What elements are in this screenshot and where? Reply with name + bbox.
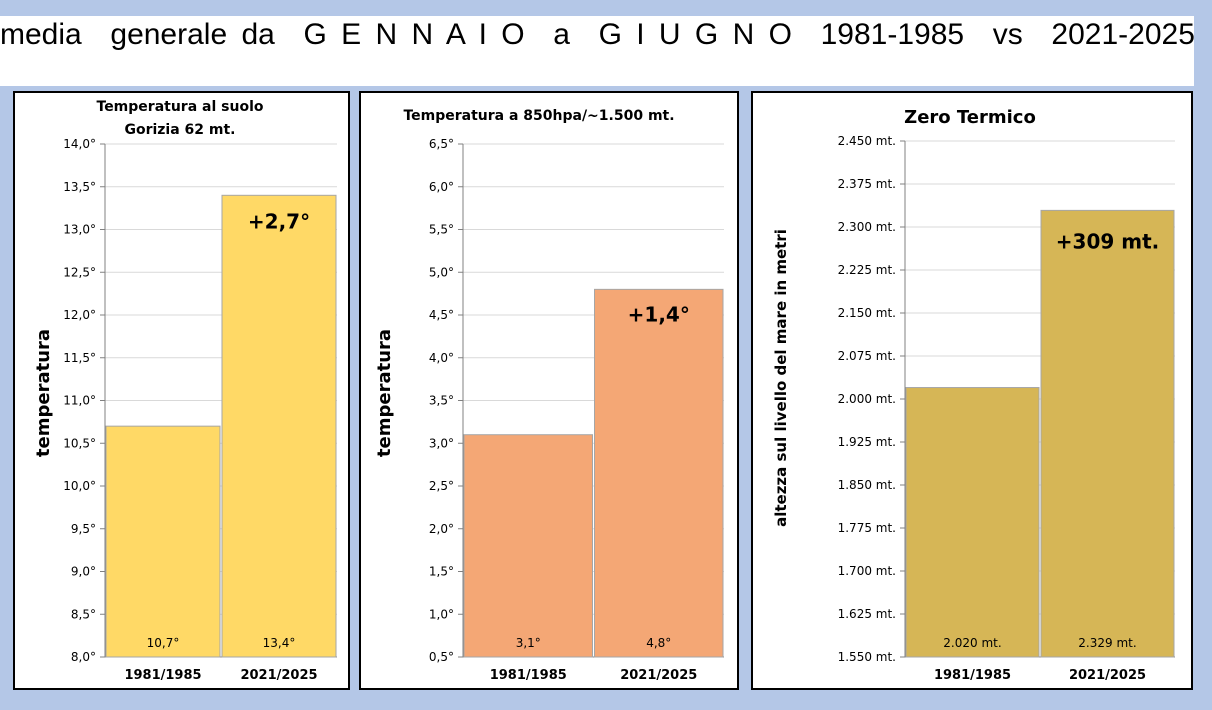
y-tick-label: 4,0°	[428, 350, 454, 365]
bar-value-label: 2.329 mt.	[1078, 636, 1137, 650]
y-tick-label: 13,0°	[63, 222, 96, 237]
y-tick-label: 12,5°	[63, 265, 96, 280]
bar-value-label: 3,1°	[515, 636, 541, 650]
bar-value-label: 13,4°	[262, 636, 296, 650]
y-tick-label: 9,0°	[70, 564, 96, 579]
bar-2021/2025	[1041, 210, 1174, 657]
x-tick-label: 2021/2025	[620, 668, 698, 683]
y-tick-label: 5,5°	[428, 222, 454, 237]
y-tick-label: 2.000 mt.	[837, 392, 896, 406]
y-tick-label: 2.225 mt.	[837, 263, 896, 277]
x-tick-label: 2021/2025	[1068, 668, 1147, 683]
y-tick-label: 1.625 mt.	[837, 607, 896, 621]
y-tick-label: 1.550 mt.	[837, 650, 896, 664]
y-tick-label: 2,5°	[428, 479, 454, 493]
chart-freezing-level	[753, 93, 1191, 688]
chart-panel-freezing-level	[751, 91, 1193, 690]
y-tick-label: 2.450 mt.	[837, 134, 896, 148]
chart-title: Temperatura a 850hpa/~1.500 mt.	[403, 108, 675, 124]
y-tick-label: 1.700 mt.	[837, 564, 896, 578]
y-tick-label: 10,5°	[63, 436, 96, 451]
y-axis-label: temperatura	[33, 328, 54, 458]
chart-panel-ground-temperature	[13, 91, 350, 690]
y-tick-label: 6,5°	[428, 137, 454, 151]
x-tick-label: 1981/1985	[933, 668, 1012, 683]
bar-1981/1985	[906, 388, 1039, 657]
chart-panel-850hpa-temperature	[359, 91, 739, 690]
y-tick-label: 1.925 mt.	[837, 435, 896, 449]
y-tick-label: 1.850 mt.	[837, 478, 896, 492]
y-tick-label: 2.375 mt.	[837, 177, 896, 191]
y-tick-label: 1,5°	[428, 564, 454, 579]
y-tick-label: 6,0°	[428, 179, 454, 194]
y-tick-label: 12,0°	[63, 308, 96, 322]
bar-value-label: 10,7°	[146, 636, 180, 650]
difference-annotation: +309 mt.	[1055, 229, 1160, 254]
y-tick-label: 2,0°	[428, 521, 454, 536]
chart-title: Temperatura al suolo	[96, 99, 264, 115]
page-title: media generale da G E N N A I O a G I U G N O 1981-1985 vs 2021-2025	[0, 18, 1195, 51]
chart-850hpa-temperature	[361, 93, 737, 688]
x-tick-label: 1981/1985	[124, 668, 202, 683]
y-tick-label: 11,5°	[63, 350, 96, 365]
bar-value-label: 4,8°	[646, 636, 672, 650]
y-tick-label: 1,0°	[428, 607, 454, 622]
difference-annotation: +1,4°	[627, 302, 690, 327]
chart-ground-temperature	[15, 93, 348, 688]
bar-value-label: 2.020 mt.	[943, 636, 1002, 650]
y-tick-label: 4,5°	[428, 308, 454, 322]
y-tick-label: 5,0°	[428, 265, 454, 280]
y-tick-label: 11,0°	[63, 393, 96, 408]
y-tick-label: 8,0°	[70, 650, 96, 664]
y-tick-label: 14,0°	[63, 137, 96, 151]
bar-1981/1985	[464, 435, 593, 657]
y-tick-label: 3,0°	[428, 436, 454, 451]
x-tick-label: 1981/1985	[489, 668, 567, 683]
y-axis-label: temperatura	[374, 328, 395, 458]
chart-title: Zero Termico	[904, 107, 1036, 128]
y-tick-label: 10,0°	[63, 479, 96, 493]
chart-subtitle: Gorizia 62 mt.	[124, 122, 236, 138]
y-tick-label: 9,5°	[70, 521, 96, 536]
y-tick-label: 2.075 mt.	[837, 349, 896, 363]
bar-2021/2025	[222, 195, 336, 657]
y-tick-label: 3,5°	[428, 393, 454, 408]
y-tick-label: 2.300 mt.	[837, 220, 896, 234]
x-tick-label: 2021/2025	[240, 668, 318, 683]
bar-1981/1985	[106, 426, 220, 657]
y-tick-label: 1.775 mt.	[837, 521, 896, 535]
y-tick-label: 13,5°	[63, 179, 96, 194]
bar-2021/2025	[595, 289, 724, 657]
y-tick-label: 2.150 mt.	[837, 306, 896, 320]
y-axis-label: altezza sul livello del mare in metri	[772, 229, 790, 527]
difference-annotation: +2,7°	[247, 209, 311, 234]
y-tick-label: 0,5°	[428, 650, 454, 664]
y-tick-label: 8,5°	[70, 607, 96, 622]
